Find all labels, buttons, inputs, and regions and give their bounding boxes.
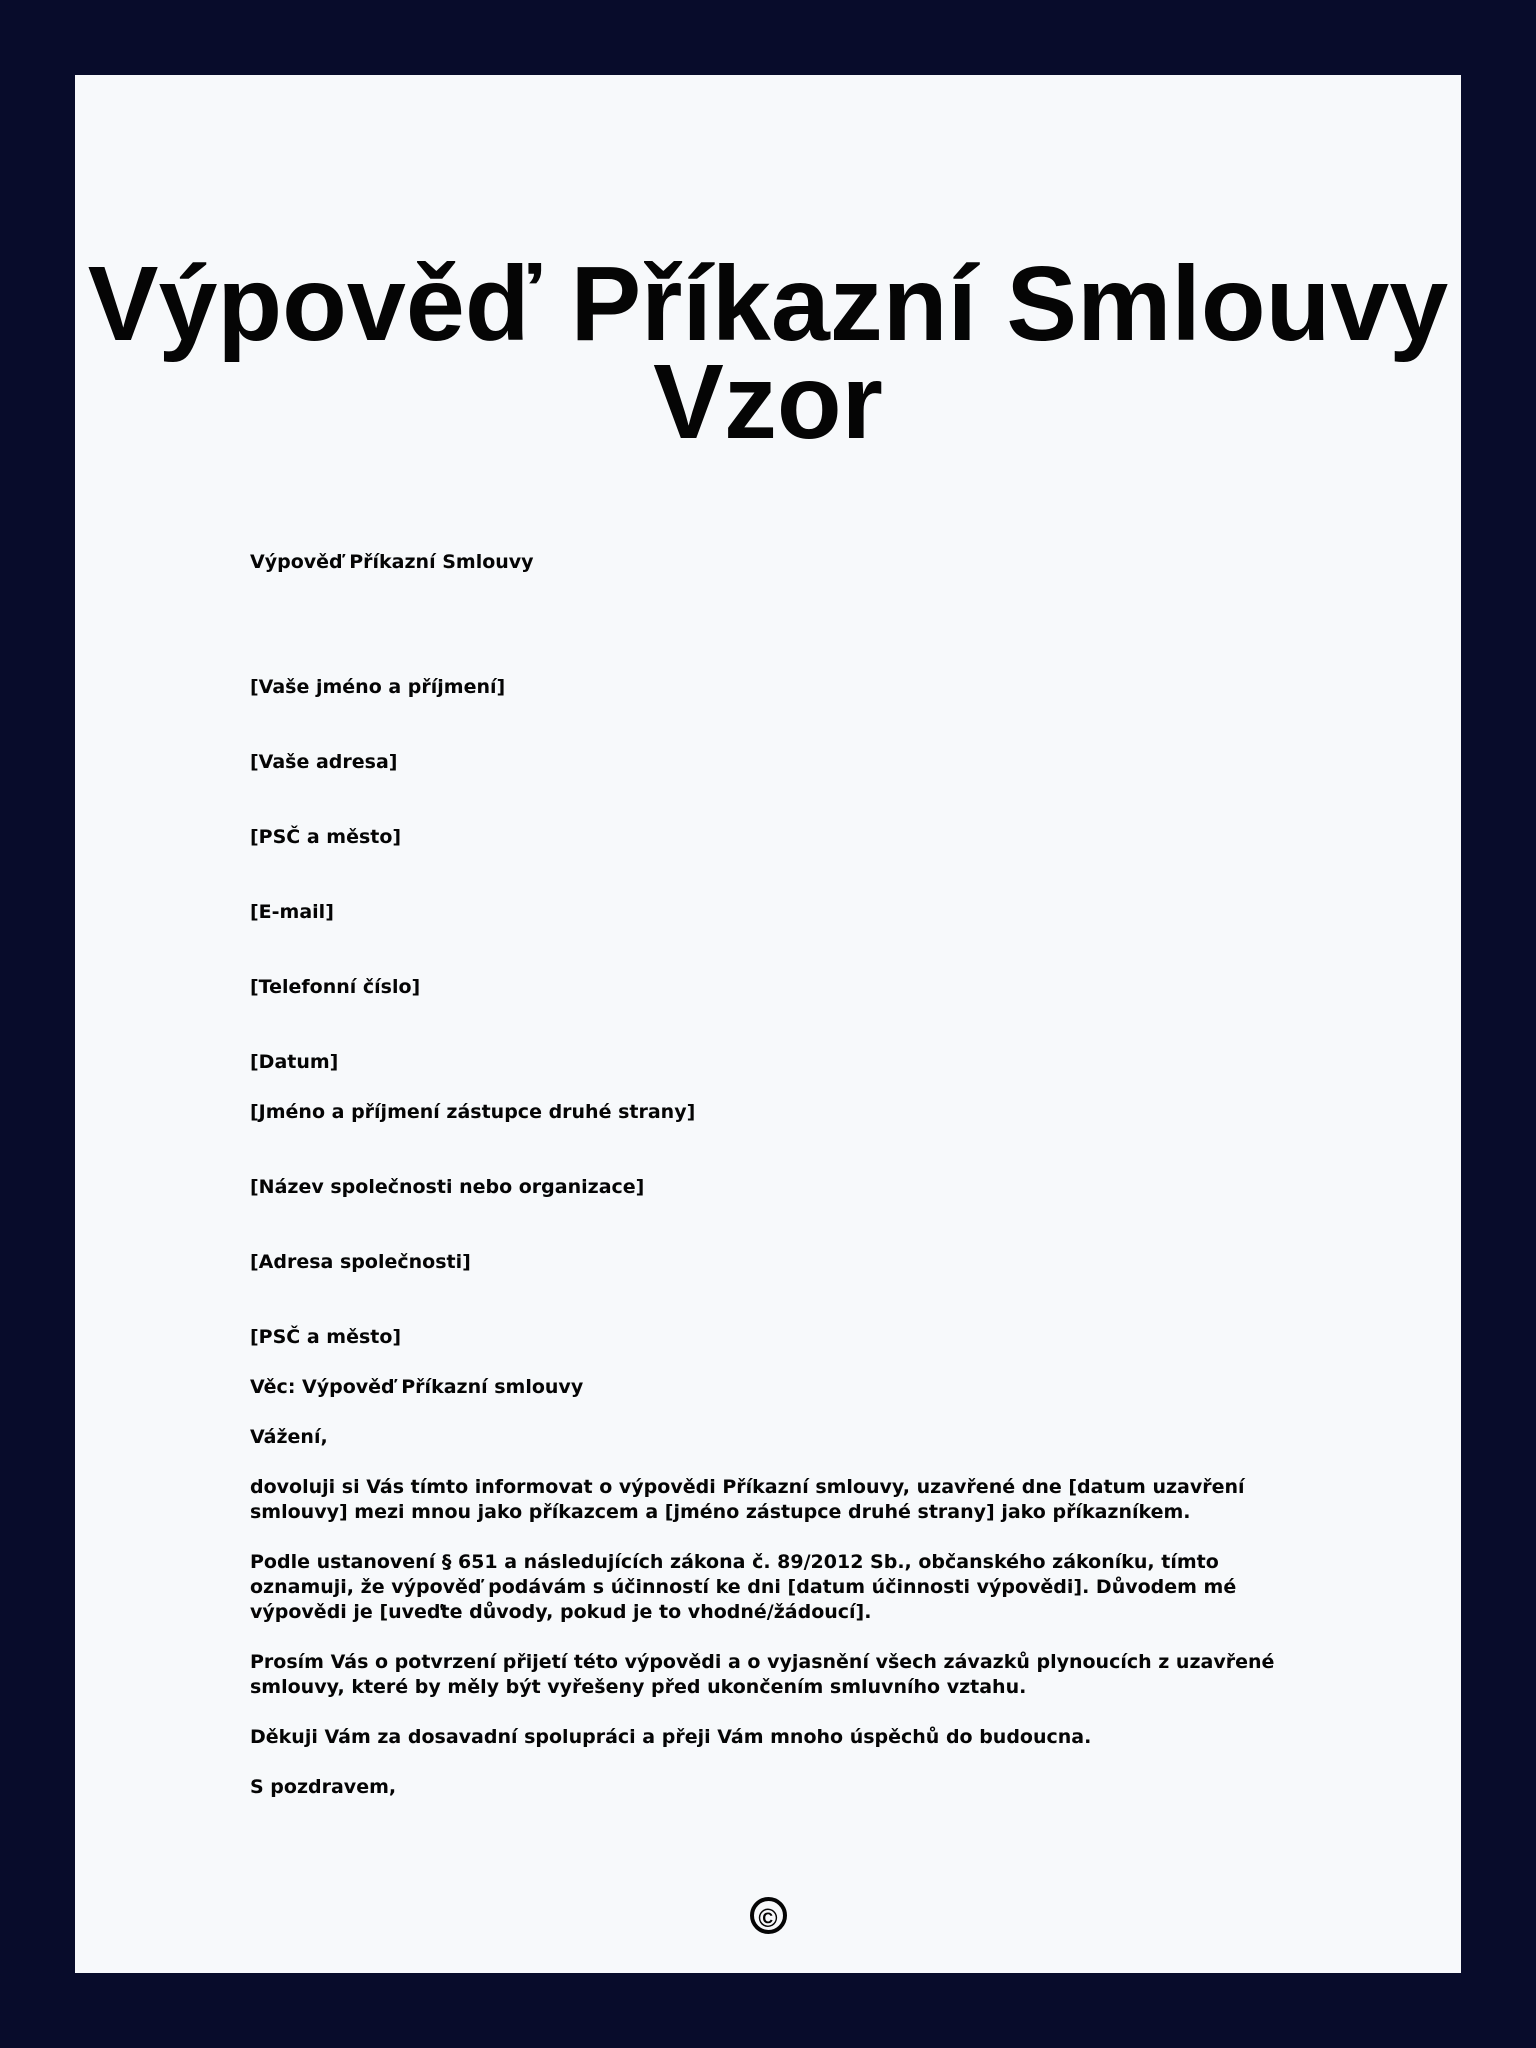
letter-date: [Datum] [250, 1051, 339, 1073]
copyright-footer [75, 1897, 1461, 1934]
sender-email: [E-mail] [250, 901, 334, 923]
letter-paragraph-thanks: Děkuji Vám za dosavadní spolupráci a přeji Vám mnoho úspěchů do budoucna. [250, 1726, 1092, 1748]
recipient-representative: [Jméno a příjmení zástupce druhé strany] [250, 1101, 696, 1123]
page-title: Výpověď Příkazní Smlouvy Vzor [87, 245, 1449, 461]
letter-paragraph-notice: dovoluji si Vás tímto informovat o výpovědi Příkazní smlouvy, uzavřené dne [datum uzavření smlouvy] mezi mnou jako příkazcem a [jméno zástupce druhé strany] jako příkazníkem. [250, 1476, 1245, 1523]
recipient-company-address: [Adresa společnosti] [250, 1251, 471, 1273]
document-page [75, 75, 1461, 1973]
sender-phone: [Telefonní číslo] [250, 976, 421, 998]
sender-name: [Vaše jméno a příjmení] [250, 676, 506, 698]
letter-paragraph-legal: Podle ustanovení § 651 a následujících zákona č. 89/2012 Sb., občanského zákoníku, tímto oznamuji, že výpověď podávám s účinností ke dni [datum účinnosti výpovědi]. Důvodem mé výpovědi je [uveďte důvody, pokud je to vhodné/žádoucí]. [250, 1551, 1237, 1623]
letter-subject: Věc: Výpověď Příkazní smlouvy [250, 1376, 584, 1398]
recipient-postal-city: [PSČ a město] [250, 1326, 402, 1348]
letter-heading: Výpověď Příkazní Smlouvy [250, 551, 534, 573]
letter-salutation: Vážení, [250, 1426, 328, 1448]
letter-closing: S pozdravem, [250, 1776, 397, 1798]
letter-paragraph-confirmation: Prosím Vás o potvrzení přijetí této výpovědi a o vyjasnění všech závazků plynoucích z uzavřené smlouvy, které by měly být vyřešeny před ukončením smluvního vztahu. [250, 1651, 1275, 1698]
copyright-icon: © [750, 1897, 787, 1934]
sender-postal-city: [PSČ a město] [250, 826, 402, 848]
recipient-company: [Název společnosti nebo organizace] [250, 1176, 645, 1198]
sender-address: [Vaše adresa] [250, 751, 398, 773]
